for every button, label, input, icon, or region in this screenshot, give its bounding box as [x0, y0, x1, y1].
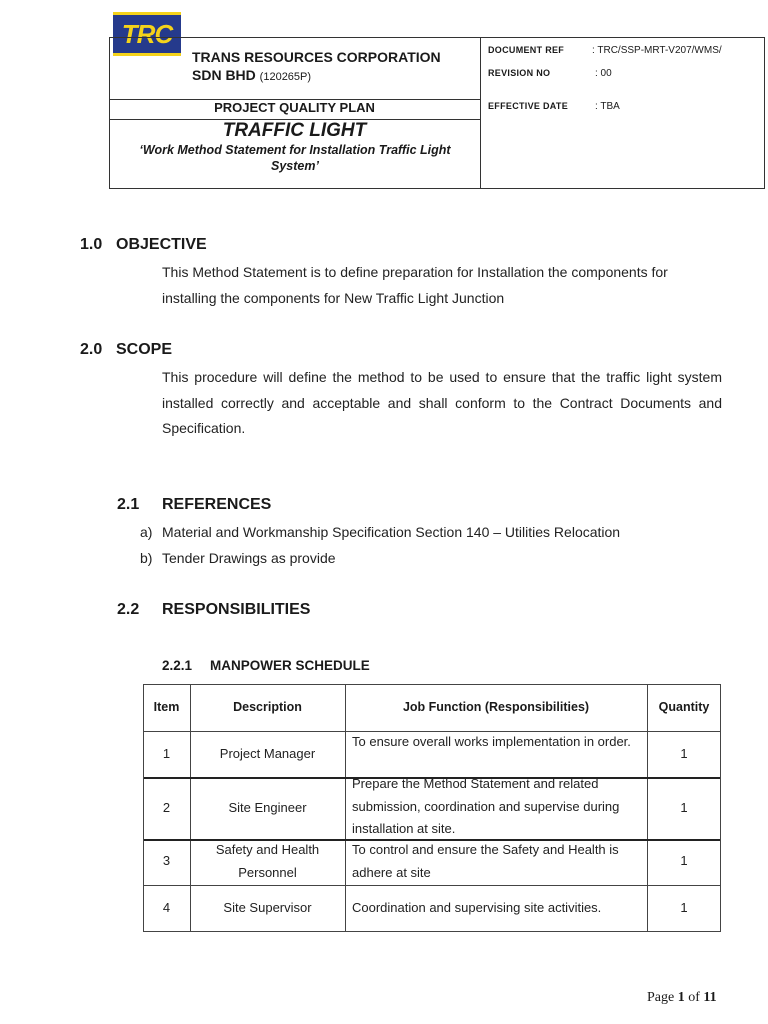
- logo-text: TRC: [121, 19, 173, 49]
- meta-label-revision-no: REVISION NO: [488, 68, 551, 78]
- company-registration: (120265P): [259, 71, 312, 83]
- table-header-quantity: Quantity: [658, 700, 710, 714]
- table-header-description: Description: [233, 700, 302, 714]
- of-word: of: [688, 990, 700, 1005]
- table-cell-description: Safety and Health Personnel: [215, 842, 320, 880]
- header-divider-vertical: [480, 38, 481, 188]
- section-title-responsibilities: RESPONSIBILITIES: [162, 601, 311, 618]
- meta-label-effective-date: EFFECTIVE DATE: [488, 101, 569, 111]
- table-cell-item: 4: [162, 900, 171, 915]
- meta-value-document-ref: : TRC/SSP-MRT-V207/WMS/: [592, 45, 722, 56]
- section-title-objective: OBJECTIVE: [116, 236, 207, 253]
- company-name-line2: [192, 66, 441, 86]
- section-number-references: 2.1: [117, 496, 140, 513]
- table-column-divider: [345, 685, 346, 931]
- table-cell-quantity: 1: [680, 746, 688, 761]
- reference-marker-b: b): [140, 550, 153, 566]
- table-cell-job-function: Coordination and supervising site activities.: [352, 900, 602, 915]
- document-title: TRAFFIC LIGHT: [222, 120, 367, 141]
- page-word: Page: [647, 990, 675, 1005]
- table-cell-job-function: Prepare the Method Statement and related submission, coordination and supervise during installation at site.: [352, 776, 620, 836]
- table-cell-job-function: To control and ensure the Safety and Health is adhere at site: [352, 842, 619, 880]
- table-cell-description: Site Engineer: [228, 800, 307, 815]
- table-cell-item: 2: [162, 800, 171, 815]
- page-number: [647, 990, 717, 1006]
- subsection-number-manpower: 2.2.1: [162, 658, 193, 673]
- logo-top-band: [113, 12, 181, 15]
- table-cell-job-function: To ensure overall works implementation in order.: [352, 734, 631, 749]
- section-title-references: REFERENCES: [162, 496, 272, 513]
- table-header-job-function: Job Function (Responsibilities): [402, 700, 590, 714]
- table-row-divider: [144, 885, 720, 886]
- section-number-objective: 1.0: [80, 236, 103, 253]
- company-suffix: SDN BHD: [192, 67, 256, 83]
- scope-text: This procedure will define the method to be used to ensure that the traffic light system installed correctly and acceptable and shall conform to the Contract Documents and Specification.: [162, 369, 722, 436]
- table-cell-item: 1: [162, 746, 171, 761]
- table-cell-quantity: 1: [680, 800, 688, 815]
- table-cell-quantity: 1: [680, 853, 688, 868]
- table-cell-quantity: 1: [680, 900, 688, 915]
- section-title-scope: SCOPE: [116, 341, 173, 358]
- table-cell-description: Site Supervisor: [223, 900, 312, 915]
- objective-text: This Method Statement is to define preparation for Installation the components for installing the components for New Traffic Light Junction: [162, 264, 668, 306]
- page-current: 1: [677, 990, 685, 1005]
- company-name-line1: TRANS RESOURCES CORPORATION: [192, 49, 441, 65]
- section-number-scope: 2.0: [80, 341, 103, 358]
- table-header-item: Item: [153, 700, 180, 714]
- table-cell-item: 3: [162, 853, 171, 868]
- section-number-responsibilities: 2.2: [117, 601, 140, 618]
- meta-value-revision-no: : 00: [595, 68, 612, 79]
- meta-label-document-ref: DOCUMENT REF: [488, 45, 565, 55]
- reference-marker-a: a): [140, 524, 153, 540]
- table-cell-description: Project Manager: [219, 746, 316, 761]
- document-subtitle: ‘Work Method Statement for Installation Traffic Light System’: [139, 143, 451, 173]
- reference-item-b: Tender Drawings as provide: [162, 550, 336, 566]
- meta-value-effective-date: : TBA: [595, 101, 620, 112]
- plan-title: PROJECT QUALITY PLAN: [214, 100, 375, 115]
- subsection-title-manpower: MANPOWER SCHEDULE: [210, 658, 370, 673]
- reference-item-a: Material and Workmanship Specification Section 140 – Utilities Relocation: [162, 524, 621, 540]
- company-name: [192, 48, 441, 86]
- page-total: 11: [703, 990, 717, 1005]
